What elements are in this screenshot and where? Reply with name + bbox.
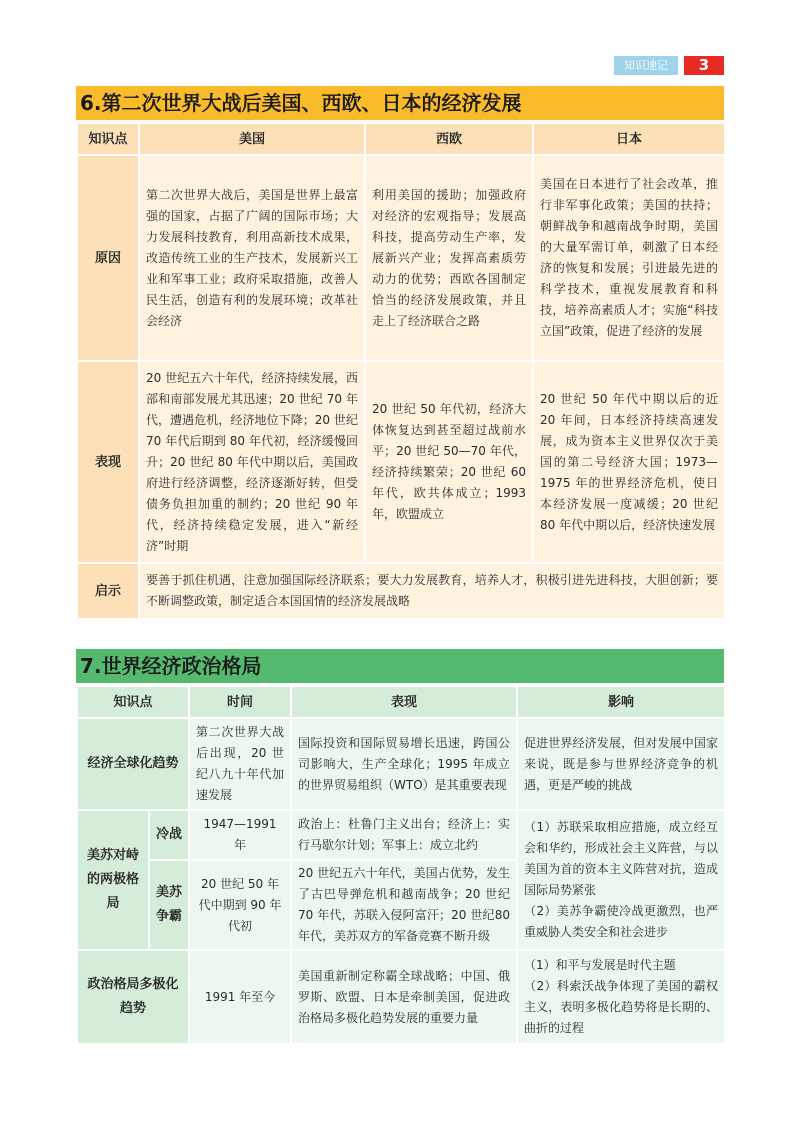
- multipolar-impact: [517, 950, 725, 1044]
- header-knowledge-point: 知识点: [77, 123, 139, 155]
- europe-causes: 利用美国的援助；加强政府对经济的宏观指导；发展高科技，提高劳动生产率，发展新兴产业；发挥高素质劳动力的优势；西欧各国制定恰当的经济发展政策，并且走上了经济联合之路: [365, 155, 533, 361]
- multipolar-time: 1991 年至今: [189, 950, 291, 1044]
- row-label-globalization: 经济全球化趋势: [77, 718, 189, 810]
- row-label-bipolar: 美苏对峙的两极格局: [77, 810, 149, 950]
- header-western-europe: 西欧: [365, 123, 533, 155]
- bipolar-impact-1: （1）苏联采取相应措施，成立经互会和华约，形成社会主义阵营，与以美国为首的资本主义阵营对抗，造成国际局势紧张: [524, 820, 719, 897]
- row-label-cold-war: 冷战: [149, 810, 189, 860]
- usa-performance: 20 世纪五六十年代，经济持续发展，西部和南部发展尤其迅速；20 世纪 70 年代，遭遇危机，经济地位下降；20 世纪 70 年代后期到 80 年代初，经济缓慢回升；20 世纪 80 年代中期以后，美国政府进行经济调整，经济逐渐好转，但受债务负担加重的制约；20 世纪 90 年代，经济持续稳定发展，进入“新经济”时期: [139, 361, 365, 563]
- cold-war-time: 1947—1991 年: [189, 810, 291, 860]
- table-row-causes: [77, 155, 725, 361]
- economic-development-table: [76, 122, 726, 620]
- bipolar-impact: [517, 810, 725, 950]
- section-tag: 知识速记: [614, 56, 678, 75]
- section7-title: 7.世界经济政治格局: [76, 649, 724, 683]
- europe-performance: 20 世纪 50 年代初，经济大体恢复达到甚至超过战前水平；20 世纪 50—70 年代，经济持续繁荣；20 世纪 60 年代，欧共体成立；1993 年，欧盟成立: [365, 361, 533, 563]
- header-manifestation: 表现: [291, 686, 517, 718]
- header-usa: 美国: [139, 123, 365, 155]
- row-label-rivalry: 美苏争霸: [149, 860, 189, 950]
- globalization-time: 第二次世界大战后出现，20 世纪八九十年代加速发展: [189, 718, 291, 810]
- globalization-manifestation: 国际投资和国际贸易增长迅速，跨国公司影响大，生产全球化；1995 年成立的世界贸易组织（WTO）是其重要表现: [291, 718, 517, 810]
- row-label-performance: 表现: [77, 361, 139, 563]
- globalization-impact: 促进世界经济发展，但对发展中国家来说，既是参与世界经济竞争的机遇，更是严峻的挑战: [517, 718, 725, 810]
- table-row-globalization: [77, 718, 725, 810]
- header-time: 时间: [189, 686, 291, 718]
- row-label-lessons: 启示: [77, 563, 139, 619]
- table-header-row: [77, 123, 725, 155]
- multipolar-manifestation: 美国重新制定称霸全球战略；中国、俄罗斯、欧盟、日本是牵制美国，促进政治格局多极化趋势发展的重要力量: [291, 950, 517, 1044]
- world-pattern-table: [76, 685, 726, 1045]
- row-label-causes: 原因: [77, 155, 139, 361]
- rivalry-manifestation: 20 世纪五六十年代，美国占优势，发生了古巴导弹危机和越南战争；20 世纪 70 年代，苏联入侵阿富汗；20 世纪80 年代，美苏双方的军备竞赛不断升级: [291, 860, 517, 950]
- japan-causes: 美国在日本进行了社会改革，推行非军事化政策；美国的扶持；朝鲜战争和越南战争时期，美国的大量军需订单，刺激了日本经济的恢复和发展；引进最先进的科学技术，重视发展教育和科技，培养高素质人才；实施“科技立国”政策，促进了经济的发展: [533, 155, 725, 361]
- lessons-text: 要善于抓住机遇，注意加强国际经济联系；要大力发展教育，培养人才，积极引进先进科技，大胆创新；要不断调整政策，制定适合本国国情的经济发展战略: [139, 563, 725, 619]
- header-japan: 日本: [533, 123, 725, 155]
- page-number: 3: [684, 56, 724, 75]
- section6-title: 6.第二次世界大战后美国、西欧、日本的经济发展: [76, 86, 724, 120]
- header-knowledge-point: 知识点: [77, 686, 189, 718]
- table-header-row: [77, 686, 725, 718]
- table-row-lessons: [77, 563, 725, 619]
- multipolar-impact-1: （1）和平与发展是时代主题: [524, 958, 676, 972]
- rivalry-time: 20 世纪 50 年代中期到 90 年代初: [189, 860, 291, 950]
- usa-causes: 第二次世界大战后，美国是世界上最富强的国家，占据了广阔的国际市场；大力发展科技教育，利用高新技术成果，改造传统工业的生产技术，发展新兴工业和军事工业；政府采取措施，改善人民生活，创造有利的发展环境；改革社会经济: [139, 155, 365, 361]
- table-row-performance: [77, 361, 725, 563]
- japan-performance: 20 世纪 50 年代中期以后的近 20 年间，日本经济持续高速发展，成为资本主义世界仅次于美国的第二号经济大国；1973—1975 年的世界经济危机，使日本经济发展一度减缓；20 世纪 80 年代中期以后，经济快速发展: [533, 361, 725, 563]
- cold-war-manifestation: 政治上：杜鲁门主义出台；经济上：实行马歇尔计划；军事上：成立北约: [291, 810, 517, 860]
- row-label-multipolar: 政治格局多极化趋势: [77, 950, 189, 1044]
- table-row-cold-war: [77, 810, 725, 860]
- table-row-multipolar: [77, 950, 725, 1044]
- bipolar-impact-2: （2）美苏争霸使冷战更激烈，也严重威胁人类安全和社会进步: [524, 904, 719, 939]
- multipolar-impact-2: （2）科索沃战争体现了美国的霸权主义，表明多极化趋势将是长期的、曲折的过程: [524, 979, 719, 1035]
- header-impact: 影响: [517, 686, 725, 718]
